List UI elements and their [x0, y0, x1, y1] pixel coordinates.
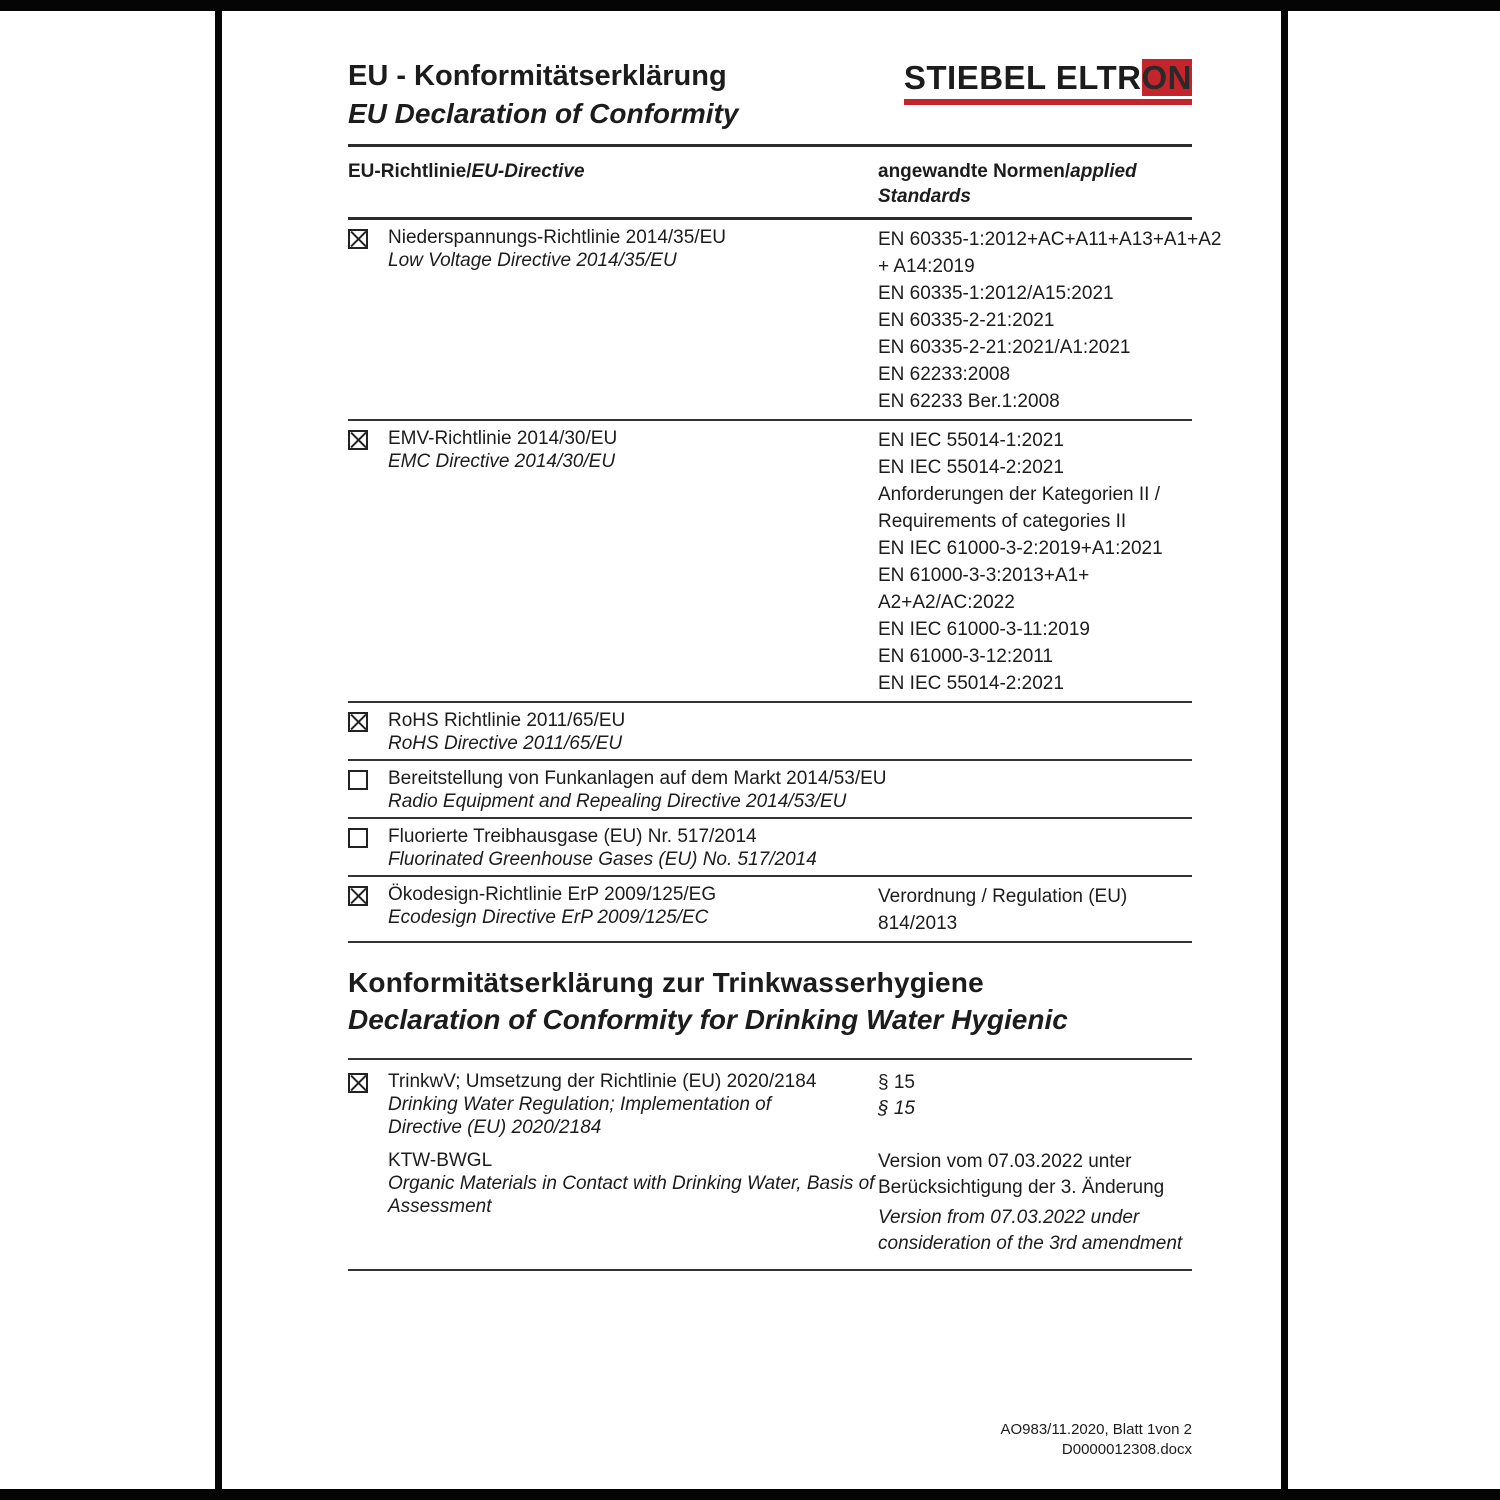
standards-list	[878, 427, 1192, 697]
document-header	[348, 60, 1192, 147]
directive-cell	[348, 709, 878, 755]
directive-label-de: Bereitstellung von Funkanlagen auf dem Markt 2014/53/EU	[388, 768, 887, 789]
directive-label-de: EMV-Richtlinie 2014/30/EU	[388, 428, 618, 449]
directive-labels	[388, 226, 726, 272]
checkbox-ecodesign	[348, 886, 368, 906]
directive-labels	[388, 709, 625, 755]
checkbox-column	[348, 1070, 388, 1093]
standard-line-italic: § 15	[878, 1098, 915, 1119]
directive-label-de: Fluorierte Treibhausgase (EU) Nr. 517/2014	[388, 826, 757, 847]
directive-row-radio-equipment	[348, 761, 1192, 819]
directive-cell	[348, 767, 887, 813]
checkbox-column-empty	[348, 1149, 388, 1152]
directive-labels	[388, 767, 887, 813]
checkbox-column	[348, 427, 388, 450]
page-footer	[348, 1420, 1192, 1460]
directive-label-de: RoHS Richtlinie 2011/65/EU	[388, 710, 626, 731]
column-header-directive	[348, 159, 878, 209]
directive-row-rohs	[348, 703, 1192, 761]
standard-line-italic: consideration of the 3rd amendment	[878, 1233, 1183, 1254]
drinking-water-title-de: Konformitätserklärung zur Trinkwasserhygiene	[348, 967, 984, 998]
standard-line: EN IEC 55014-2:2021	[878, 457, 1064, 478]
column-header-standards-en: applied Standards	[878, 161, 1137, 207]
directive-cell	[348, 427, 878, 697]
standard-line: EN 62233:2008	[878, 364, 1011, 385]
page-title-de: EU - Konformitätserklärung	[348, 60, 727, 92]
footer-file-name: D0000012308.docx	[1061, 1441, 1192, 1458]
drinking-water-table	[348, 1058, 1192, 1271]
directive-label-en: Assessment	[388, 1196, 492, 1217]
standard-line: EN 60335-2-21:2021/A1:2021	[878, 337, 1131, 358]
standard-line: EN 62233 Ber.1:2008	[878, 391, 1060, 412]
column-header-standards	[878, 159, 1148, 209]
directive-label-de: KTW-BWGL	[388, 1150, 493, 1171]
directive-label-en: Ecodesign Directive ErP 2009/125/EC	[388, 907, 709, 928]
directive-cell	[348, 226, 878, 415]
checkbox-rohs	[348, 712, 368, 732]
directive-label-en: Directive (EU) 2020/2184	[388, 1117, 602, 1138]
directive-label-en: Low Voltage Directive 2014/35/EU	[388, 250, 677, 271]
standard-line: 814/2013	[878, 913, 958, 934]
title-block	[348, 60, 738, 130]
checkbox-trinkwv	[348, 1073, 368, 1093]
standard-line: EN 61000-3-3:2013+A1+	[878, 565, 1090, 586]
logo-text-main: STIEBEL ELTR	[903, 59, 1142, 96]
directive-cell	[348, 1149, 878, 1257]
directive-row-emc	[348, 421, 1192, 703]
directive-labels	[388, 1149, 874, 1218]
directive-cell	[348, 1070, 878, 1139]
standard-line: Requirements of categories II	[878, 511, 1127, 532]
scan-border-top	[0, 0, 1500, 11]
standard-line: Anforderungen der Kategorien II /	[878, 484, 1161, 505]
scan-border-bottom	[0, 1489, 1500, 1500]
directive-row-fluorinated-gases	[348, 819, 1192, 877]
directive-label-de: Ökodesign-Richtlinie ErP 2009/125/EG	[388, 884, 717, 905]
standard-line: EN IEC 61000-3-11:2019	[878, 619, 1090, 640]
checkbox-column	[348, 883, 388, 906]
checkbox-radio-equipment	[348, 770, 368, 790]
standard-line: § 15	[878, 1072, 915, 1093]
standards-list	[878, 825, 1192, 871]
checkbox-column	[348, 226, 388, 249]
standard-line: + A14:2019	[878, 256, 975, 277]
scan-border-left	[215, 0, 222, 1500]
directive-label-en: Drinking Water Regulation; Implementation of	[388, 1094, 772, 1115]
directive-label-en: Fluorinated Greenhouse Gases (EU) No. 517/2014	[388, 849, 817, 870]
directive-label-en: RoHS Directive 2011/65/EU	[388, 733, 623, 754]
logo-text-accent: ON	[1141, 59, 1192, 96]
standard-line: EN 60335-1:2012+AC+A11+A13+A1+A2	[878, 229, 1222, 250]
checkbox-low-voltage	[348, 229, 368, 249]
directive-label-de: Niederspannungs-Richtlinie 2014/35/EU	[388, 227, 726, 248]
directive-cell	[348, 825, 878, 871]
standard-line: EN 60335-2-21:2021	[878, 310, 1055, 331]
directive-label-en: Organic Materials in Contact with Drinking Water, Basis of	[388, 1173, 875, 1194]
table-column-headers	[348, 147, 1192, 220]
directive-labels	[388, 1070, 816, 1139]
standards-list	[878, 226, 1222, 415]
directive-cell	[348, 883, 878, 937]
directive-label-de: TrinkwV; Umsetzung der Richtlinie (EU) 2020/2184	[388, 1071, 817, 1092]
checkbox-column	[348, 825, 388, 848]
standard-line: EN IEC 55014-1:2021	[878, 430, 1064, 451]
directive-labels	[388, 427, 617, 473]
directive-labels	[388, 883, 716, 929]
checkbox-column	[348, 709, 388, 732]
standard-line: EN IEC 61000-3-2:2019+A1:2021	[878, 538, 1163, 559]
standard-line: Verordnung / Regulation (EU)	[878, 886, 1128, 907]
standards-list	[878, 709, 1192, 755]
column-header-directive-de: EU-Richtlinie/	[348, 161, 472, 182]
standards-list	[878, 1070, 1192, 1139]
standard-line: Berücksichtigung der 3. Änderung	[878, 1177, 1165, 1198]
standards-list	[878, 883, 1192, 937]
standards-list	[878, 1149, 1192, 1257]
drinking-water-row-trinkwv	[348, 1070, 1192, 1139]
footer-doc-reference: AO983/11.2020, Blatt 1von 2	[1000, 1421, 1192, 1438]
standard-line-italic: Version from 07.03.2022 under	[878, 1207, 1140, 1228]
scan-border-right	[1281, 0, 1288, 1500]
page-title-en: EU Declaration of Conformity	[348, 98, 739, 129]
document-content	[348, 59, 1222, 1271]
directive-row-low-voltage	[348, 220, 1222, 421]
standards-list	[887, 767, 1192, 813]
stiebel-eltron-logo	[904, 60, 1192, 105]
standard-line: Version vom 07.03.2022 unter	[878, 1151, 1132, 1172]
drinking-water-title-en: Declaration of Conformity for Drinking Water Hygienic	[348, 1004, 1068, 1035]
column-header-directive-en: EU-Directive	[471, 161, 585, 182]
standard-line: EN 61000-3-12:2011	[878, 646, 1053, 667]
directive-label-en: EMC Directive 2014/30/EU	[388, 451, 616, 472]
directive-labels	[388, 825, 817, 871]
standard-line: EN IEC 55014-2:2021	[878, 673, 1064, 694]
checkbox-emc	[348, 430, 368, 450]
standard-line: A2+A2/AC:2022	[878, 592, 1015, 613]
drinking-water-row-ktw-bwgl	[348, 1149, 1192, 1257]
checkbox-fluorinated-gases	[348, 828, 368, 848]
column-header-standards-de: angewandte Normen/	[878, 161, 1071, 182]
directive-label-en: Radio Equipment and Repealing Directive 2014/53/EU	[388, 791, 847, 812]
directive-row-ecodesign	[348, 877, 1192, 943]
checkbox-column	[348, 767, 388, 790]
standard-line: EN 60335-1:2012/A15:2021	[878, 283, 1114, 304]
